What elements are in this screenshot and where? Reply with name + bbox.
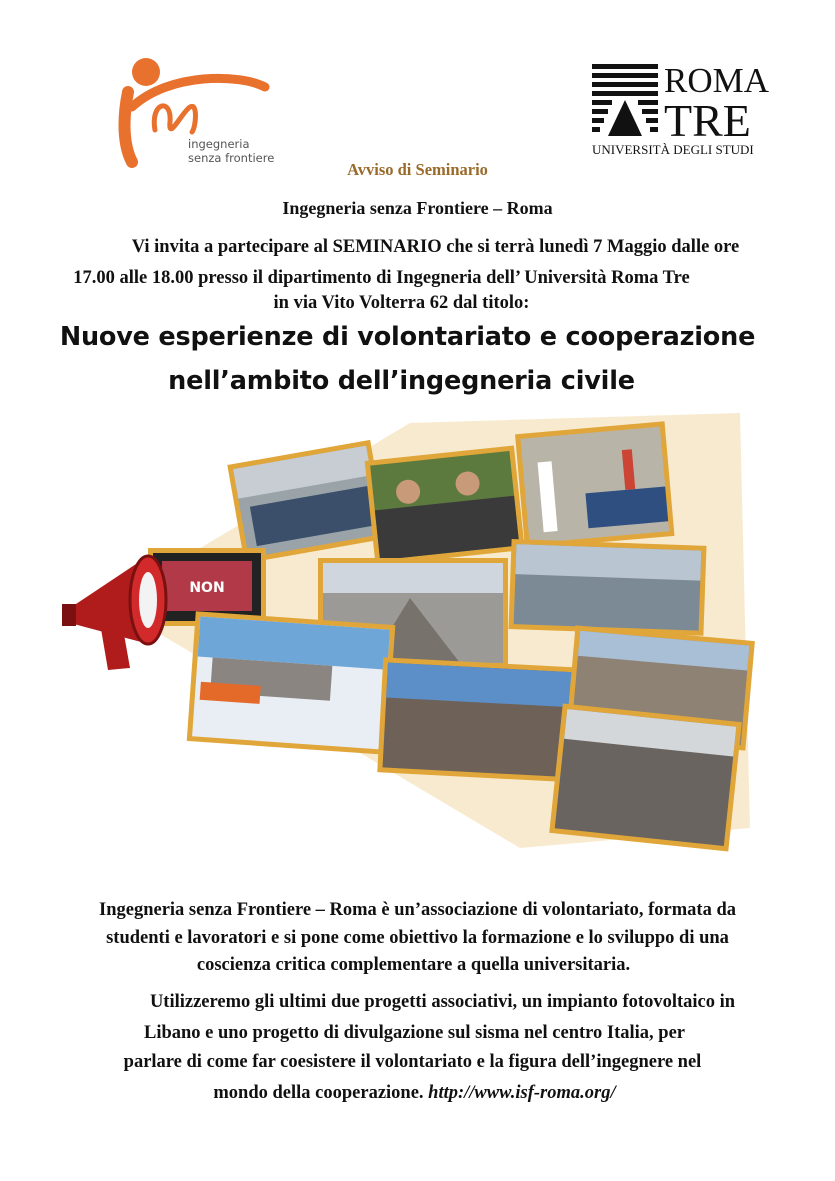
notice-label: Avviso di Seminario [347,160,488,179]
photo-snow-camp [187,611,396,755]
description-line-3: coscienza critica complementare a quella universitaria. [196,955,631,975]
photo-collapsed-building [549,703,742,851]
projects-line-2: Libano e uno progetto di divulgazione sul sisma nel centro Italia, per [144,1023,685,1043]
photo-collage [50,408,790,863]
isf-logo-line2: senza frontiere [188,151,275,165]
projects-line-1: Utilizzeremo gli ultimi due progetti associativi, un impianto fotovoltaico in [149,992,736,1012]
seminar-title-line-2: nell’ambito dell’ingegneria civile [168,366,635,396]
description-line-1: Ingegneria senza Frontiere – Roma è un’associazione di volontariato, formata da [99,900,736,920]
projects-line-4 [0,1083,832,1104]
isf-logo [110,52,300,170]
projects-line-4-text: mondo della cooperazione. [213,1083,424,1103]
photo-group-hands [365,445,525,565]
organization-line: Ingegneria senza Frontiere – Roma [282,198,553,218]
tre-word: TRE [664,95,751,146]
roma-tre-logo [588,60,778,160]
invitation-line-2: 17.00 alle 18.00 presso il dipartimento di Ingegneria dell’ Università Roma Tre [73,268,690,288]
seminar-title-line-1: Nuove esperienze di volontariato e cooperazione [59,322,756,352]
screen-text: NON [189,580,225,596]
invitation-line-1: Vi invita a partecipare al SEMINARIO che si terrà lunedì 7 Maggio dalle ore [131,237,740,257]
photo-construction [508,539,706,636]
isf-logo-line1: ingegneria [188,137,250,151]
roma-tre-subtitle: UNIVERSITÀ DEGLI STUDI [592,142,754,157]
roma-tre-emblem-icon [592,64,658,136]
projects-line-3: parlare di come far coesistere il volontariato e la figura dell’ingegnere nel [123,1052,702,1072]
invitation-line-3: in via Vito Volterra 62 dal titolo: [273,293,530,313]
description-line-2: studenti e lavoratori e si pone come obiettivo la formazione e lo sviluppo di una [106,928,729,948]
logo-head-icon [132,58,160,86]
website-link[interactable]: http://www.isf-roma.org/ [428,1083,616,1103]
megaphone-icon [62,556,166,670]
roma-word: ROMA [664,61,770,100]
photo-solar-group [515,421,674,549]
